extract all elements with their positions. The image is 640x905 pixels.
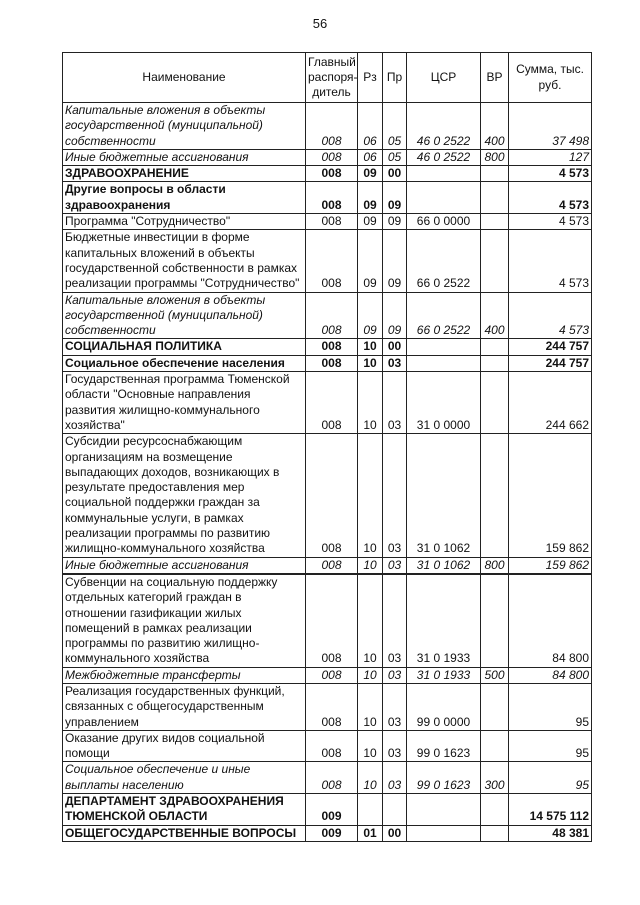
cell-sum: 159 862: [509, 434, 592, 557]
cell-target-article: [407, 182, 481, 214]
cell-expense-type: [481, 230, 509, 292]
cell-subsection: 05: [383, 149, 407, 165]
cell-subsection: 09: [383, 230, 407, 292]
cell-name: СОЦИАЛЬНАЯ ПОЛИТИКА: [63, 339, 306, 355]
header-section: Рз: [358, 53, 383, 103]
table-row: [63, 557, 592, 574]
table-row: [63, 214, 592, 230]
table-row: [63, 434, 592, 557]
cell-expense-type: 400: [481, 103, 509, 150]
cell-section: 09: [358, 182, 383, 214]
cell-main-manager: 008: [306, 683, 358, 730]
cell-section: 10: [358, 730, 383, 762]
cell-expense-type: [481, 825, 509, 841]
cell-name: Иные бюджетные ассигнования: [63, 557, 306, 574]
cell-section: 09: [358, 214, 383, 230]
cell-sum: 4 573: [509, 182, 592, 214]
cell-section: 10: [358, 667, 383, 683]
cell-subsection: 03: [383, 372, 407, 434]
cell-target-article: 31 0 1062: [407, 434, 481, 557]
cell-main-manager: 008: [306, 103, 358, 150]
table-row: [63, 794, 592, 826]
cell-section: 01: [358, 825, 383, 841]
table-row: [63, 683, 592, 730]
cell-target-article: [407, 355, 481, 371]
cell-main-manager: 009: [306, 825, 358, 841]
cell-target-article: 31 0 0000: [407, 372, 481, 434]
table-row: [63, 166, 592, 182]
cell-sum: 4 573: [509, 166, 592, 182]
cell-target-article: 31 0 1933: [407, 667, 481, 683]
cell-main-manager: 008: [306, 372, 358, 434]
cell-subsection: 03: [383, 667, 407, 683]
cell-main-manager: 009: [306, 794, 358, 826]
cell-expense-type: [481, 434, 509, 557]
cell-name: Иные бюджетные ассигнования: [63, 149, 306, 165]
header-name: Наименование: [63, 53, 306, 103]
header-target-article: ЦСР: [407, 53, 481, 103]
table-row: [63, 182, 592, 214]
cell-expense-type: [481, 683, 509, 730]
table-row: [63, 103, 592, 150]
cell-subsection: 00: [383, 166, 407, 182]
cell-target-article: 66 0 2522: [407, 230, 481, 292]
cell-subsection: 03: [383, 574, 407, 667]
cell-expense-type: 300: [481, 762, 509, 794]
cell-main-manager: 008: [306, 762, 358, 794]
cell-sum: 4 573: [509, 292, 592, 339]
cell-target-article: [407, 166, 481, 182]
cell-expense-type: 500: [481, 667, 509, 683]
cell-sum: 95: [509, 683, 592, 730]
header-sum: Сумма, тыс. руб.: [509, 53, 592, 103]
cell-main-manager: 008: [306, 557, 358, 574]
cell-main-manager: 008: [306, 574, 358, 667]
cell-section: [358, 794, 383, 826]
table-row: [63, 339, 592, 355]
cell-sum: 14 575 112: [509, 794, 592, 826]
table-header-row: [63, 53, 592, 103]
cell-expense-type: [481, 339, 509, 355]
header-subsection: Пр: [383, 53, 407, 103]
cell-subsection: 03: [383, 434, 407, 557]
page-number: 56: [312, 16, 328, 31]
cell-sum: 244 757: [509, 355, 592, 371]
cell-section: 10: [358, 557, 383, 574]
cell-target-article: 46 0 2522: [407, 103, 481, 150]
cell-section: 10: [358, 372, 383, 434]
table-row: [63, 230, 592, 292]
cell-target-article: 46 0 2522: [407, 149, 481, 165]
cell-main-manager: 008: [306, 182, 358, 214]
cell-expense-type: [481, 730, 509, 762]
cell-target-article: 31 0 1062: [407, 557, 481, 574]
cell-target-article: [407, 339, 481, 355]
cell-subsection: 03: [383, 355, 407, 371]
cell-name: ДЕПАРТАМЕНТ ЗДРАВООХРАНЕНИЯ ТЮМЕНСКОЙ ОБЛАСТИ: [63, 794, 306, 826]
cell-section: 09: [358, 230, 383, 292]
table-row: [63, 292, 592, 339]
cell-sum: 37 498: [509, 103, 592, 150]
cell-subsection: 00: [383, 825, 407, 841]
cell-subsection: 05: [383, 103, 407, 150]
cell-name: Межбюджетные трансферты: [63, 667, 306, 683]
cell-target-article: [407, 825, 481, 841]
header-main-manager: Главный распоря-дитель: [306, 53, 358, 103]
cell-target-article: 99 0 0000: [407, 683, 481, 730]
cell-name: Оказание других видов социальной помощи: [63, 730, 306, 762]
cell-name: Субвенции на социальную поддержку отдельных категорий граждан в отношении газификации жилых помещений в рамках реализации программы по развитию жилищно-коммунального хозяйства: [63, 574, 306, 667]
cell-sum: 48 381: [509, 825, 592, 841]
cell-expense-type: [481, 355, 509, 371]
cell-main-manager: 008: [306, 214, 358, 230]
cell-subsection: 00: [383, 339, 407, 355]
cell-name: Реализация государственных функций, связанных с общегосударственным управлением: [63, 683, 306, 730]
cell-name: Другие вопросы в области здравоохранения: [63, 182, 306, 214]
cell-section: 10: [358, 574, 383, 667]
cell-subsection: 09: [383, 214, 407, 230]
cell-name: Программа "Сотрудничество": [63, 214, 306, 230]
cell-section: 10: [358, 683, 383, 730]
cell-section: 10: [358, 339, 383, 355]
cell-target-article: 31 0 1933: [407, 574, 481, 667]
cell-expense-type: [481, 182, 509, 214]
table-row: [63, 574, 592, 667]
cell-subsection: 03: [383, 730, 407, 762]
table-row: [63, 762, 592, 794]
table-row: [63, 730, 592, 762]
cell-sum: 127: [509, 149, 592, 165]
cell-sum: 95: [509, 762, 592, 794]
cell-expense-type: [481, 574, 509, 667]
cell-expense-type: [481, 372, 509, 434]
cell-name: Капитальные вложения в объекты государственной (муниципальной) собственности: [63, 292, 306, 339]
cell-target-article: 99 0 1623: [407, 730, 481, 762]
cell-sum: 159 862: [509, 557, 592, 574]
cell-subsection: 03: [383, 683, 407, 730]
cell-name: ОБЩЕГОСУДАРСТВЕННЫЕ ВОПРОСЫ: [63, 825, 306, 841]
cell-name: Социальное обеспечение и иные выплаты населению: [63, 762, 306, 794]
budget-table: [62, 52, 592, 842]
table-row: [63, 667, 592, 683]
table-row: [63, 149, 592, 165]
cell-section: 09: [358, 292, 383, 339]
cell-subsection: 09: [383, 182, 407, 214]
cell-main-manager: 008: [306, 667, 358, 683]
cell-subsection: 09: [383, 292, 407, 339]
cell-main-manager: 008: [306, 434, 358, 557]
cell-main-manager: 008: [306, 339, 358, 355]
cell-section: 10: [358, 762, 383, 794]
cell-main-manager: 008: [306, 230, 358, 292]
cell-section: 06: [358, 149, 383, 165]
cell-expense-type: [481, 214, 509, 230]
cell-main-manager: 008: [306, 355, 358, 371]
cell-subsection: [383, 794, 407, 826]
cell-expense-type: 800: [481, 149, 509, 165]
cell-name: Социальное обеспечение населения: [63, 355, 306, 371]
cell-main-manager: 008: [306, 730, 358, 762]
cell-name: Субсидии ресурсоснабжающим организациям на возмещение выпадающих доходов, возникающих в результате предоставления мер социальной поддержки граждан за коммунальные услуги, в рамках реализации программы по развитию жилищно-коммунального хозяйства: [63, 434, 306, 557]
cell-expense-type: 800: [481, 557, 509, 574]
table-row: [63, 825, 592, 841]
cell-name: Капитальные вложения в объекты государственной (муниципальной) собственности: [63, 103, 306, 150]
cell-sum: 4 573: [509, 230, 592, 292]
cell-main-manager: 008: [306, 292, 358, 339]
cell-sum: 84 800: [509, 574, 592, 667]
cell-sum: 244 662: [509, 372, 592, 434]
cell-main-manager: 008: [306, 166, 358, 182]
cell-subsection: 03: [383, 557, 407, 574]
cell-sum: 95: [509, 730, 592, 762]
cell-section: 10: [358, 355, 383, 371]
cell-sum: 84 800: [509, 667, 592, 683]
cell-name: Государственная программа Тюменской области "Основные направления развития жилищно-коммунального хозяйства": [63, 372, 306, 434]
table-row: [63, 372, 592, 434]
cell-name: Бюджетные инвестиции в форме капитальных вложений в объекты государственной собственности в рамках реализации программы "Сотрудничество": [63, 230, 306, 292]
cell-expense-type: 400: [481, 292, 509, 339]
cell-expense-type: [481, 166, 509, 182]
cell-expense-type: [481, 794, 509, 826]
cell-section: 09: [358, 166, 383, 182]
cell-target-article: [407, 794, 481, 826]
table-row: [63, 355, 592, 371]
cell-name: ЗДРАВООХРАНЕНИЕ: [63, 166, 306, 182]
header-expense-type: ВР: [481, 53, 509, 103]
cell-main-manager: 008: [306, 149, 358, 165]
cell-section: 10: [358, 434, 383, 557]
cell-section: 06: [358, 103, 383, 150]
cell-sum: 244 757: [509, 339, 592, 355]
cell-sum: 4 573: [509, 214, 592, 230]
cell-target-article: 66 0 0000: [407, 214, 481, 230]
cell-target-article: 99 0 1623: [407, 762, 481, 794]
cell-target-article: 66 0 2522: [407, 292, 481, 339]
cell-subsection: 03: [383, 762, 407, 794]
